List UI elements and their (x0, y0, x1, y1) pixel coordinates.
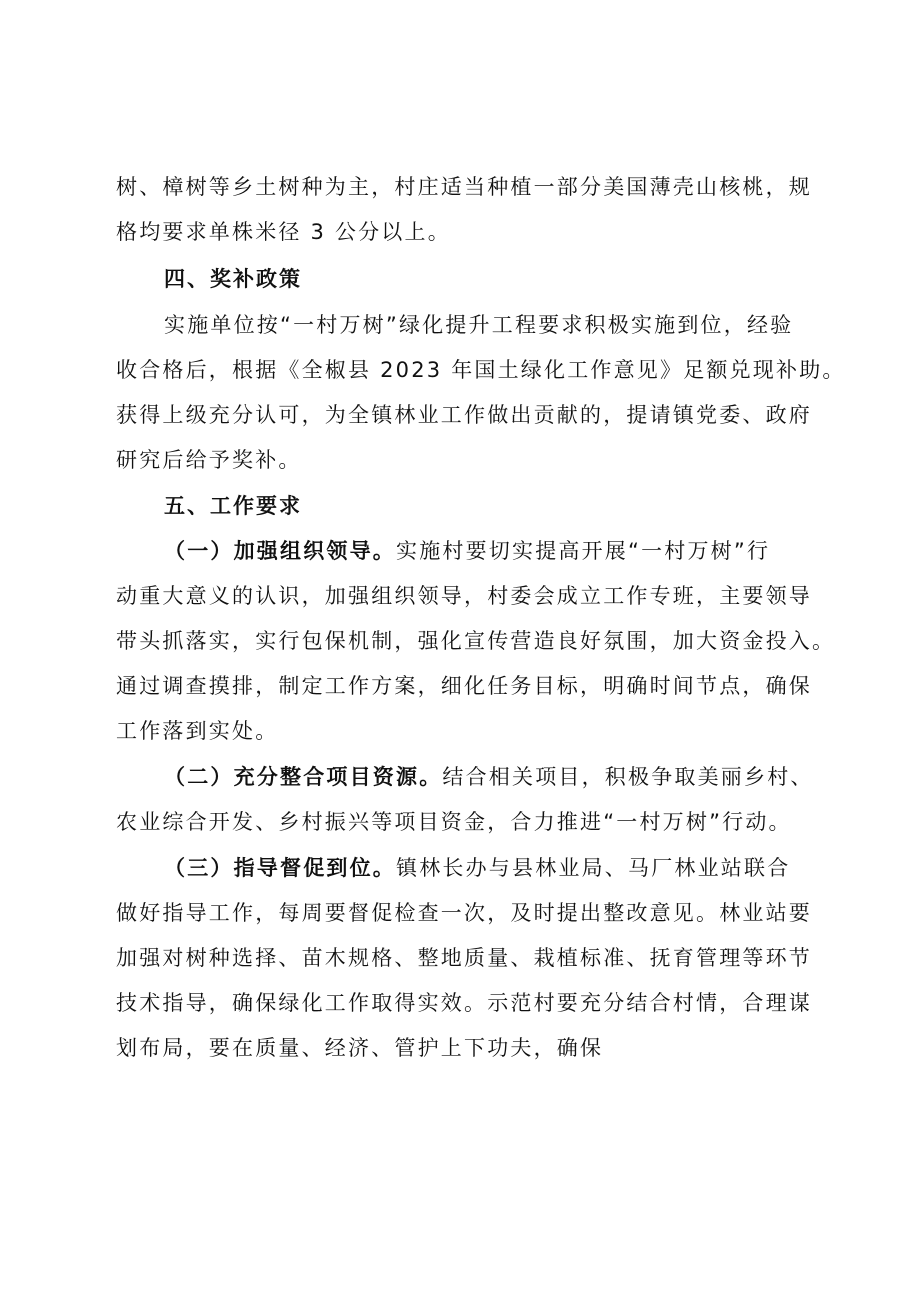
text-line: 收合格后，根据《全椒县 2023 年国土绿化工作意见》足额兑现补助。 (116, 358, 846, 382)
item-1-title: （一）加强组织领导。 (164, 539, 396, 563)
text-line: 做好指导工作，每周要督促检查一次，及时提出整改意见。林业站要 (116, 901, 812, 925)
item-1-text: 实施村要切实提高开展“一村万树”行 (396, 539, 771, 563)
text-line: 研究后给予奖补。 (116, 448, 302, 472)
item-2-first-line (164, 754, 814, 800)
text-line: 加强对树种选择、苗木规格、整地质量、栽植标准、抚育管理等环节 (116, 946, 812, 970)
text-line: 带头抓落实，实行包保机制，强化宣传营造良好氛围，加大资金投入。 (116, 629, 836, 653)
item-1-first-line (164, 528, 770, 574)
item-3-title: （三）指导督促到位。 (164, 856, 396, 880)
text-line: 农业综合开发、乡村振兴等项目资金，合力推进“一村万树”行动。 (116, 810, 792, 834)
item-3-first-line (164, 845, 790, 891)
item-3-text: 镇林长办与县林业局、马厂林业站联合 (396, 856, 791, 880)
text-line: 树、樟树等乡土树种为主，村庄适当种植一部分美国薄壳山核桃，规 (116, 175, 812, 199)
text-line: 动重大意义的认识，加强组织领导，村委会成立工作专班，主要领导 (116, 584, 812, 608)
section-heading-5: 五、工作要求 (164, 494, 302, 518)
text-line: 技术指导，确保绿化工作取得实效。示范村要充分结合村情，合理谋 (116, 991, 812, 1015)
text-line: 获得上级充分认可，为全镇林业工作做出贡献的，提请镇党委、政府 (116, 403, 812, 427)
item-2-text: 结合相关项目，积极争取美丽乡村、 (442, 765, 814, 789)
text-line: 实施单位按“一村万树”绿化提升工程要求积极实施到位，经验 (164, 313, 794, 337)
section-heading-4: 四、奖补政策 (164, 267, 302, 291)
item-2-title: （二）充分整合项目资源。 (164, 765, 443, 789)
text-line: 划布局，要在质量、经济、管护上下功夫，确保 (116, 1036, 604, 1060)
text-line: 通过调查摸排，制定工作方案，细化任务目标，明确时间节点，确保 (116, 674, 812, 698)
text-line: 工作落到实处。 (116, 719, 279, 743)
text-line: 格均要求单株米径 3 公分以上。 (116, 220, 451, 244)
